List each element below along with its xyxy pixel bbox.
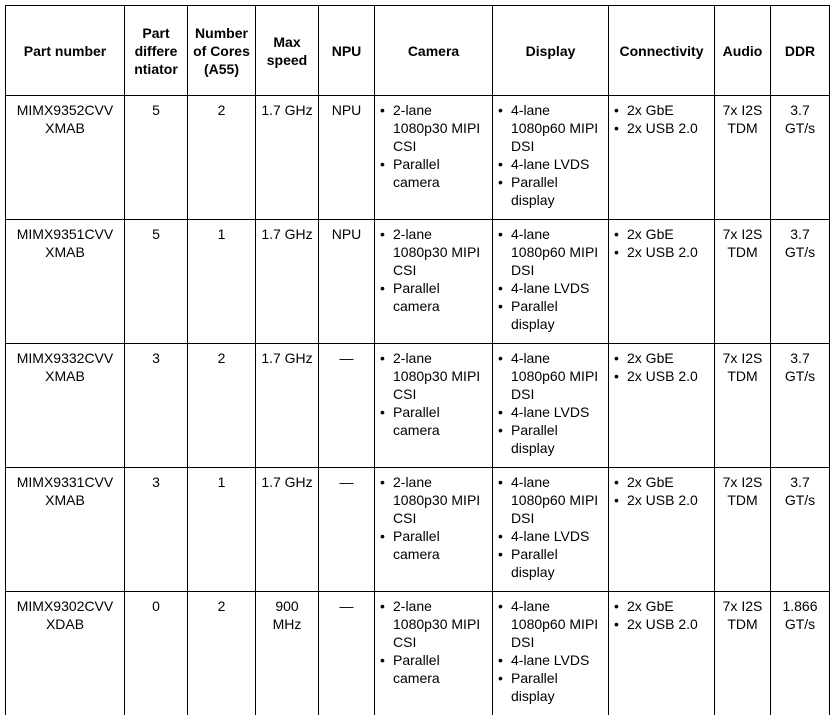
list-item-text: 4-lane 1080p60 MIPI DSI — [511, 598, 598, 650]
header-display: Display — [493, 6, 609, 96]
bullet-icon: • — [498, 101, 503, 119]
cell-npu: — — [319, 592, 375, 715]
cell-connectivity — [609, 468, 715, 592]
bullet-icon: • — [498, 155, 503, 173]
table-row — [6, 468, 830, 592]
cell-part-differentiator: 0 — [125, 592, 188, 715]
cell-display-list — [496, 473, 605, 581]
cell-camera — [375, 592, 493, 715]
list-item-text: 4-lane LVDS — [511, 404, 589, 420]
list-item — [496, 545, 605, 581]
cell-display-list — [496, 597, 605, 705]
list-item — [496, 155, 605, 173]
list-item-text: Parallel camera — [393, 156, 440, 190]
list-item — [496, 297, 605, 333]
cell-max-speed: 1.7 GHz — [256, 220, 319, 344]
bullet-icon: • — [380, 101, 385, 119]
table-row — [6, 220, 830, 344]
cell-ddr: 3.7 GT/s — [771, 220, 830, 344]
cell-camera — [375, 220, 493, 344]
list-item-text: 2x USB 2.0 — [627, 492, 698, 508]
cell-connectivity-list — [612, 597, 711, 633]
list-item-text: Parallel display — [511, 422, 558, 456]
list-item-text: 4-lane 1080p60 MIPI DSI — [511, 474, 598, 526]
bullet-icon: • — [380, 279, 385, 297]
bullet-icon: • — [614, 473, 619, 491]
bullet-icon: • — [498, 225, 503, 243]
list-item-text: 2x GbE — [627, 350, 674, 366]
list-item — [378, 349, 489, 403]
bullet-icon: • — [498, 545, 503, 563]
bullet-icon: • — [498, 403, 503, 421]
cell-audio: 7x I2S TDM — [715, 96, 771, 220]
list-item-text: 4-lane LVDS — [511, 280, 589, 296]
cell-connectivity — [609, 592, 715, 715]
header-part-number: Part number — [6, 6, 125, 96]
cell-display-list — [496, 349, 605, 457]
list-item — [612, 225, 711, 243]
list-item-text: 2x GbE — [627, 474, 674, 490]
list-item — [496, 403, 605, 421]
list-item — [378, 403, 489, 439]
cell-max-speed: 1.7 GHz — [256, 344, 319, 468]
bullet-icon: • — [614, 615, 619, 633]
cell-npu: — — [319, 468, 375, 592]
cell-camera — [375, 468, 493, 592]
header-connectivity: Connectivity — [609, 6, 715, 96]
header-number-of-cores: Number of Cores (A55) — [188, 6, 256, 96]
list-item — [378, 651, 489, 687]
cell-number-of-cores: 1 — [188, 468, 256, 592]
cell-npu: NPU — [319, 96, 375, 220]
list-item-text: 2x USB 2.0 — [627, 244, 698, 260]
bullet-icon: • — [380, 473, 385, 491]
list-item — [612, 119, 711, 137]
list-item-text: 4-lane 1080p60 MIPI DSI — [511, 226, 598, 278]
list-item-text: Parallel display — [511, 174, 558, 208]
cell-ddr: 1.866 GT/s — [771, 592, 830, 715]
cell-max-speed: 1.7 GHz — [256, 96, 319, 220]
cell-audio: 7x I2S TDM — [715, 592, 771, 715]
list-item — [612, 491, 711, 509]
cell-part-differentiator: 3 — [125, 468, 188, 592]
cell-camera-list — [378, 349, 489, 439]
bullet-icon: • — [614, 101, 619, 119]
list-item-text: Parallel camera — [393, 652, 440, 686]
list-item-text: 2x USB 2.0 — [627, 616, 698, 632]
list-item-text: Parallel camera — [393, 280, 440, 314]
cell-number-of-cores: 1 — [188, 220, 256, 344]
header-row — [6, 6, 830, 96]
cell-number-of-cores: 2 — [188, 96, 256, 220]
list-item — [378, 279, 489, 315]
bullet-icon: • — [380, 403, 385, 421]
cell-part-number: MIMX9332CVV XMAB — [6, 344, 125, 468]
list-item — [496, 101, 605, 155]
list-item-text: Parallel display — [511, 298, 558, 332]
list-item — [612, 101, 711, 119]
bullet-icon: • — [498, 349, 503, 367]
list-item — [496, 597, 605, 651]
bullet-icon: • — [498, 279, 503, 297]
cell-connectivity-list — [612, 473, 711, 509]
bullet-icon: • — [380, 527, 385, 545]
list-item-text: 2-lane 1080p30 MIPI CSI — [393, 474, 480, 526]
cell-npu: — — [319, 344, 375, 468]
cell-display — [493, 344, 609, 468]
cell-npu: NPU — [319, 220, 375, 344]
cell-connectivity-list — [612, 225, 711, 261]
part-spec-table — [5, 5, 830, 715]
list-item-text: Parallel display — [511, 670, 558, 704]
cell-number-of-cores: 2 — [188, 592, 256, 715]
bullet-icon: • — [614, 367, 619, 385]
cell-display — [493, 592, 609, 715]
list-item — [378, 101, 489, 155]
bullet-icon: • — [614, 491, 619, 509]
cell-display-list — [496, 225, 605, 333]
list-item-text: 4-lane LVDS — [511, 528, 589, 544]
bullet-icon: • — [614, 119, 619, 137]
list-item-text: 4-lane LVDS — [511, 156, 589, 172]
cell-part-differentiator: 3 — [125, 344, 188, 468]
header-camera: Camera — [375, 6, 493, 96]
cell-ddr: 3.7 GT/s — [771, 96, 830, 220]
cell-ddr: 3.7 GT/s — [771, 344, 830, 468]
table-row — [6, 96, 830, 220]
cell-connectivity-list — [612, 349, 711, 385]
bullet-icon: • — [498, 527, 503, 545]
bullet-icon: • — [498, 421, 503, 439]
list-item — [496, 527, 605, 545]
header-audio: Audio — [715, 6, 771, 96]
bullet-icon: • — [498, 669, 503, 687]
list-item — [612, 473, 711, 491]
list-item-text: 2x USB 2.0 — [627, 368, 698, 384]
list-item — [612, 349, 711, 367]
cell-display — [493, 220, 609, 344]
cell-connectivity — [609, 344, 715, 468]
header-ddr: DDR — [771, 6, 830, 96]
list-item-text: Parallel camera — [393, 404, 440, 438]
cell-connectivity-list — [612, 101, 711, 137]
list-item — [496, 421, 605, 457]
cell-number-of-cores: 2 — [188, 344, 256, 468]
list-item-text: 4-lane LVDS — [511, 652, 589, 668]
list-item — [496, 173, 605, 209]
list-item — [496, 279, 605, 297]
bullet-icon: • — [380, 155, 385, 173]
table-body — [6, 96, 830, 715]
list-item — [496, 349, 605, 403]
bullet-icon: • — [380, 349, 385, 367]
list-item — [378, 473, 489, 527]
list-item — [496, 473, 605, 527]
list-item-text: 2x GbE — [627, 598, 674, 614]
list-item — [612, 615, 711, 633]
list-item — [496, 669, 605, 705]
bullet-icon: • — [614, 349, 619, 367]
cell-part-number: MIMX9352CVV XMAB — [6, 96, 125, 220]
cell-ddr: 3.7 GT/s — [771, 468, 830, 592]
list-item — [378, 527, 489, 563]
list-item — [378, 225, 489, 279]
list-item — [378, 597, 489, 651]
bullet-icon: • — [380, 597, 385, 615]
cell-camera-list — [378, 473, 489, 563]
list-item — [496, 651, 605, 669]
cell-part-number: MIMX9351CVV XMAB — [6, 220, 125, 344]
list-item — [612, 243, 711, 261]
cell-audio: 7x I2S TDM — [715, 344, 771, 468]
list-item-text: 2-lane 1080p30 MIPI CSI — [393, 102, 480, 154]
cell-display-list — [496, 101, 605, 209]
header-npu: NPU — [319, 6, 375, 96]
cell-camera-list — [378, 225, 489, 315]
bullet-icon: • — [498, 651, 503, 669]
table-row — [6, 344, 830, 468]
bullet-icon: • — [498, 297, 503, 315]
bullet-icon: • — [498, 473, 503, 491]
cell-camera-list — [378, 101, 489, 191]
cell-display — [493, 96, 609, 220]
cell-part-number: MIMX9331CVV XMAB — [6, 468, 125, 592]
bullet-icon: • — [498, 173, 503, 191]
list-item-text: 2x GbE — [627, 226, 674, 242]
list-item-text: 2x GbE — [627, 102, 674, 118]
cell-max-speed: 1.7 GHz — [256, 468, 319, 592]
bullet-icon: • — [614, 243, 619, 261]
header-part-differentiator: Part differe ntiator — [125, 6, 188, 96]
bullet-icon: • — [614, 597, 619, 615]
cell-part-differentiator: 5 — [125, 96, 188, 220]
list-item — [496, 225, 605, 279]
list-item-text: Parallel camera — [393, 528, 440, 562]
list-item — [378, 155, 489, 191]
cell-display — [493, 468, 609, 592]
cell-connectivity — [609, 96, 715, 220]
cell-audio: 7x I2S TDM — [715, 468, 771, 592]
list-item — [612, 597, 711, 615]
cell-camera-list — [378, 597, 489, 687]
bullet-icon: • — [614, 225, 619, 243]
cell-camera — [375, 344, 493, 468]
bullet-icon: • — [498, 597, 503, 615]
header-max-speed: Max speed — [256, 6, 319, 96]
list-item-text: Parallel display — [511, 546, 558, 580]
list-item-text: 2x USB 2.0 — [627, 120, 698, 136]
cell-audio: 7x I2S TDM — [715, 220, 771, 344]
list-item — [612, 367, 711, 385]
bullet-icon: • — [380, 225, 385, 243]
cell-part-number: MIMX9302CVV XDAB — [6, 592, 125, 715]
cell-max-speed: 900 MHz — [256, 592, 319, 715]
cell-connectivity — [609, 220, 715, 344]
table-row — [6, 592, 830, 715]
cell-part-differentiator: 5 — [125, 220, 188, 344]
list-item-text: 2-lane 1080p30 MIPI CSI — [393, 226, 480, 278]
list-item-text: 4-lane 1080p60 MIPI DSI — [511, 102, 598, 154]
bullet-icon: • — [380, 651, 385, 669]
list-item-text: 4-lane 1080p60 MIPI DSI — [511, 350, 598, 402]
cell-camera — [375, 96, 493, 220]
list-item-text: 2-lane 1080p30 MIPI CSI — [393, 350, 480, 402]
list-item-text: 2-lane 1080p30 MIPI CSI — [393, 598, 480, 650]
